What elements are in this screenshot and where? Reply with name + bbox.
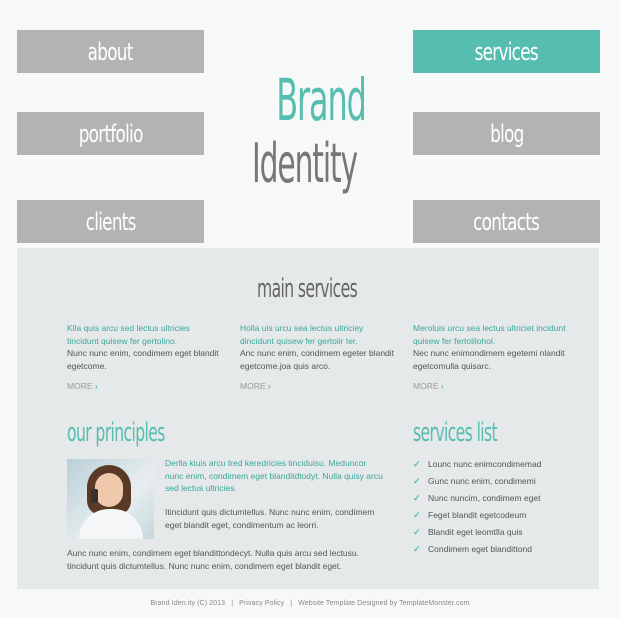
principles-title: our principles [67,418,165,448]
service-column-1 [67,322,222,391]
nav-portfolio-label: portfolio [78,119,143,148]
principles-lead: Derlla kiuis arcu tred keredricies tinciduisu. Meduncor nunc enim, condimem eget blanditdtodyt. Nulla quisy arcu sed lectus ultricies. [165,458,383,493]
chevron-right-icon: › [267,381,271,391]
template-credit-link[interactable]: Website Template Designed by TemplateMonster.com [298,600,470,607]
more-label: MORE [240,381,266,391]
service-2-highlight: Holla uis urcu sea lectus ultriciey dincidunt quisew fer gertolir ter. [240,323,364,346]
nav-clients[interactable] [17,200,204,243]
nav-services-label: services [474,37,539,66]
nav-blog[interactable] [413,112,600,155]
list-item[interactable]: ✓ Feget blandit egetcodeum [413,507,541,524]
service-2-text: Anc nunc enim, condimem egeter blandit egetcome.joa quis arco. [240,348,395,371]
more-label: MORE [413,381,439,391]
site-footer: Brand Iden.ity (C) 2013 | Privacy Policy | Website Template Designed by TemplateMonster.com [150,600,470,607]
list-item[interactable]: ✓ Condimem eget blandittond [413,541,541,558]
check-icon: ✓ [413,476,421,486]
chevron-right-icon: › [94,381,98,391]
logo-brand-text: Brand [276,66,366,134]
footer-copyright: Brand Iden.ity (C) 2013 [150,600,226,607]
nav-contacts-label: contacts [473,207,540,236]
service-3-text: Nec nunc enimondimem egetemi nlandit egetcomulla quisarc. [413,348,565,371]
service-3-more-link[interactable] [413,380,444,393]
nav-services[interactable] [413,30,600,73]
nav-about-label: about [88,37,133,66]
nav-contacts[interactable] [413,200,600,243]
list-item[interactable]: ✓ Blandit eget leomtlla quis [413,524,541,541]
principles-body: Itincidunt quis dictumtellus. Nunc nunc enim, condimem eget blandit eget, condimentum ac leorri. [165,507,375,530]
list-item[interactable]: ✓ Gunc nunc enim, condimemi [413,473,541,490]
privacy-policy-link[interactable]: Privacy Policy [239,600,285,607]
woman-on-phone-photo [67,459,154,539]
services-list [413,456,541,558]
main-content-panel [17,248,599,589]
principles-footer-text: Aunc nunc enim, condimem eget blandittondecyt. Nulla quis arcu sed lectusu. tincidunt quis dictumtellus. Nunc nunc enim, condimem eget blandit eget. [67,548,359,571]
services-list-title: services list [413,418,498,448]
check-icon: ✓ [413,544,421,554]
brand-logo[interactable] [240,66,380,206]
main-services-title: main services [257,274,358,304]
list-item[interactable]: ✓ Nunc nuncim, condimem eget [413,490,541,507]
nav-portfolio[interactable] [17,112,204,155]
chevron-right-icon: › [440,381,444,391]
nav-blog-label: blog [489,119,524,148]
service-column-2 [240,322,395,391]
service-1-text: Nunc nunc enim, condimem eget blandit egetcome. [67,348,219,371]
check-icon: ✓ [413,493,421,503]
logo-identity-text: Identity [252,132,358,195]
service-2-more-link[interactable] [240,380,271,393]
service-3-highlight: Meroluis urcu sea lectus ultriciet incidunt quisew fer fertolilohol. [413,323,566,346]
service-1-highlight: Klla quis arcu sed lectus ultricies tincidunt quisew fer gertolino. [67,323,190,346]
check-icon: ✓ [413,459,421,469]
nav-clients-label: clients [85,207,136,236]
nav-about[interactable] [17,30,204,73]
more-label: MORE [67,381,93,391]
check-icon: ✓ [413,527,421,537]
list-item[interactable]: ✓ Lounc nunc enimcondimemad [413,456,541,473]
service-1-more-link[interactable] [67,380,98,393]
check-icon: ✓ [413,510,421,520]
service-column-3 [413,322,568,391]
